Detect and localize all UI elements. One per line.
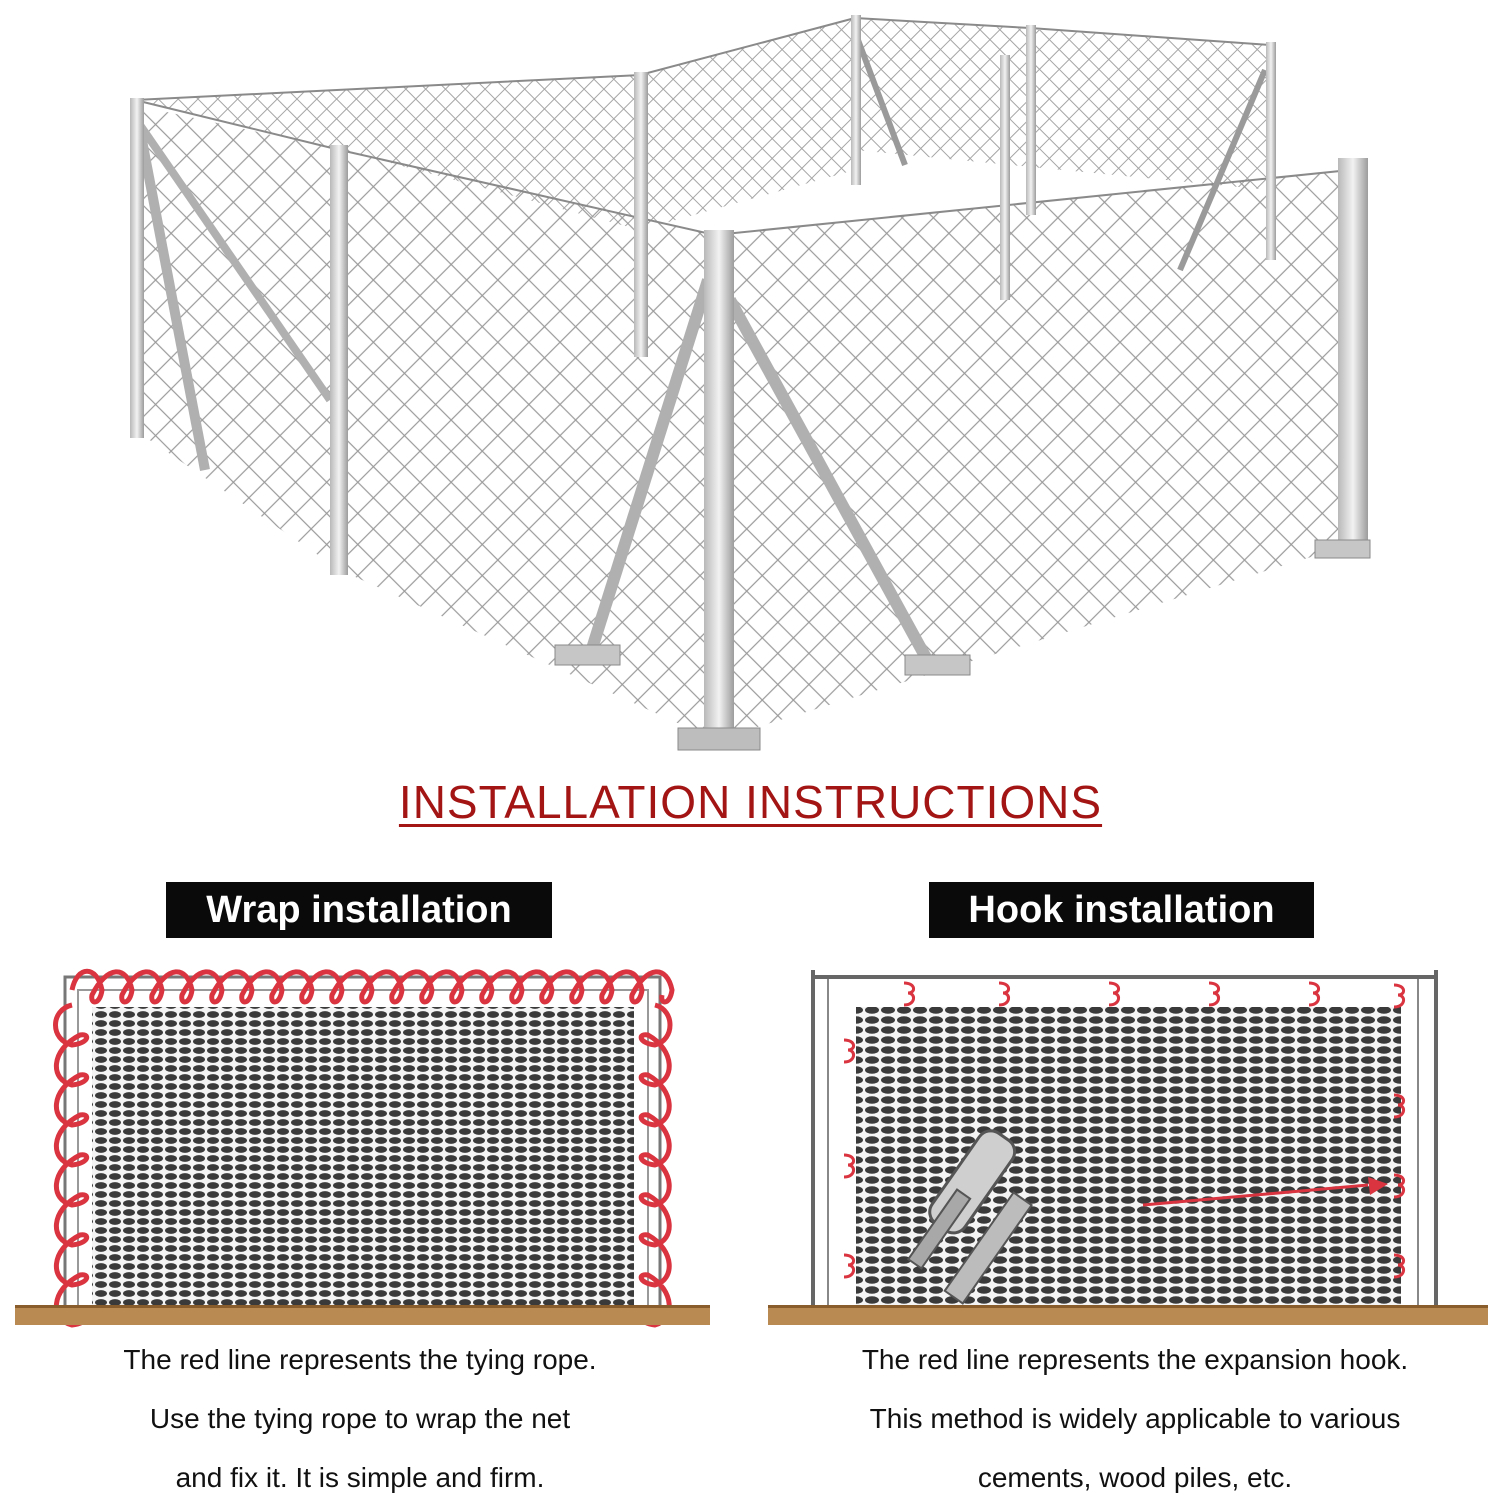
hook-mark bbox=[844, 1155, 854, 1177]
caption-line: cements, wood piles, etc. bbox=[977, 1462, 1293, 1493]
hook-mark bbox=[1109, 983, 1119, 1005]
hook-mark bbox=[1309, 983, 1319, 1005]
hook-installation-caption bbox=[770, 1330, 1500, 1507]
hook-mark bbox=[844, 1255, 854, 1277]
caption-line: This method is widely applicable to various bbox=[869, 1403, 1401, 1434]
hook-installation-badge: Hook installation bbox=[929, 882, 1314, 938]
caption-line: The red line represents the tying rope. bbox=[123, 1344, 597, 1375]
hook-mark bbox=[999, 983, 1009, 1005]
wrap-installation-diagram bbox=[10, 965, 710, 1335]
wrap-installation-badge: Wrap installation bbox=[166, 882, 552, 938]
main-title: INSTALLATION INSTRUCTIONS bbox=[398, 776, 1103, 828]
wrap-installation-caption bbox=[0, 1330, 720, 1507]
caption-line: and fix it. It is simple and firm. bbox=[175, 1462, 545, 1493]
hook-mark bbox=[844, 1040, 854, 1062]
hook-mark bbox=[904, 983, 914, 1005]
hook-installation-diagram bbox=[768, 965, 1488, 1335]
caption-line: Use the tying rope to wrap the net bbox=[149, 1403, 571, 1434]
caption-line: The red line represents the expansion hook. bbox=[861, 1344, 1409, 1375]
hook-mark bbox=[1209, 983, 1219, 1005]
hook-mark bbox=[1394, 985, 1404, 1007]
